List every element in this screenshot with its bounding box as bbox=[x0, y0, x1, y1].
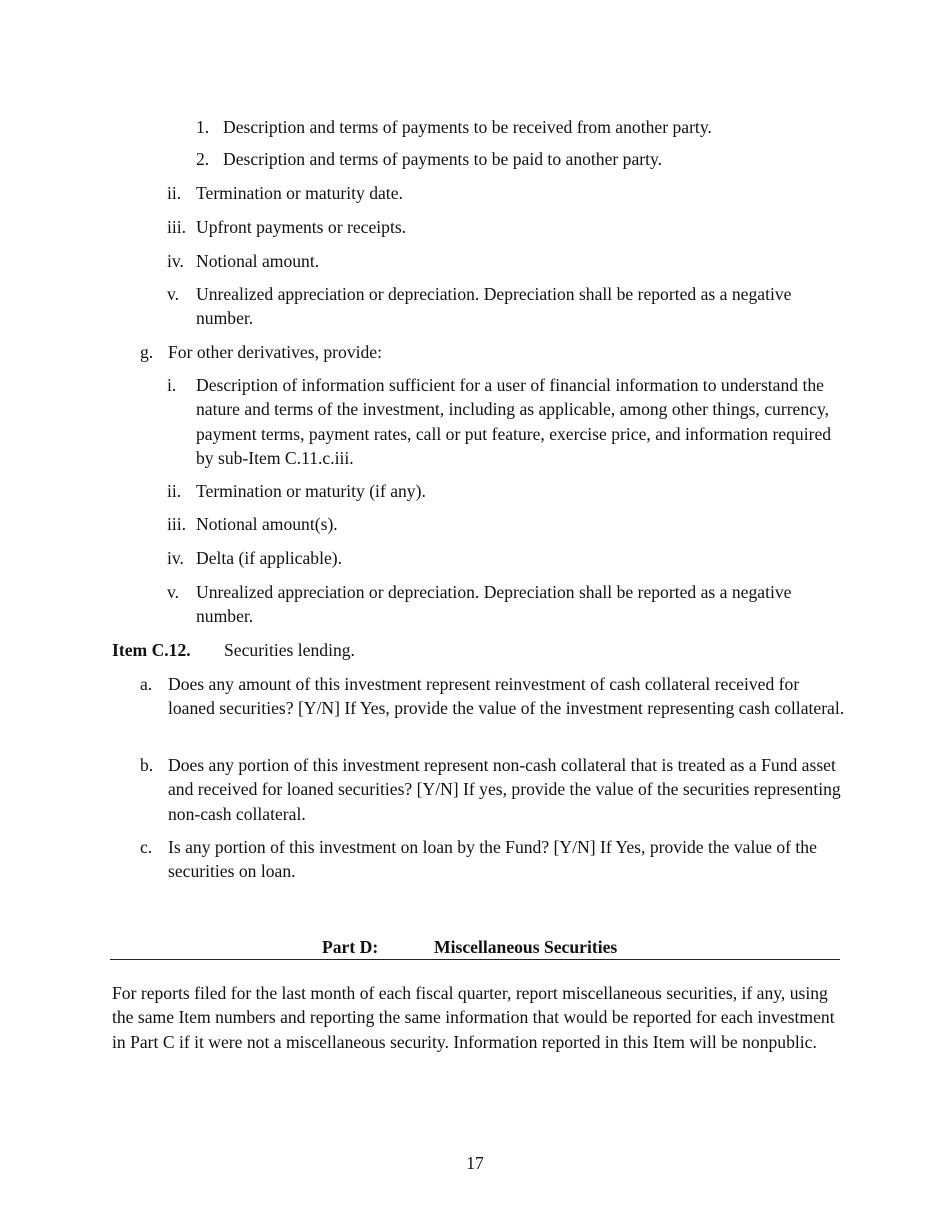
list-item-text: Notional amount. bbox=[196, 251, 320, 271]
list-item-text: Delta (if applicable). bbox=[196, 548, 343, 568]
item-heading bbox=[112, 638, 842, 662]
list-item bbox=[140, 835, 845, 884]
list-item-label: c. bbox=[140, 837, 153, 857]
part-label: Part D: bbox=[322, 937, 379, 957]
list-item-label: iv. bbox=[167, 548, 184, 568]
list-item-label: ii. bbox=[167, 481, 182, 501]
list-item-text: For other derivatives, provide: bbox=[168, 342, 383, 362]
list-item-text: Does any portion of this investment represent non-cash collateral that is treated as a Fund asset and received for loaned securities? [Y/N] If yes, provide the value of the securities representing non-cash collateral. bbox=[168, 755, 841, 824]
list-item bbox=[167, 479, 847, 503]
list-item-text: Termination or maturity date. bbox=[196, 183, 403, 203]
list-item bbox=[167, 546, 847, 570]
list-item-label: iii. bbox=[167, 217, 187, 237]
part-title: Miscellaneous Securities bbox=[434, 937, 618, 957]
list-item-label: g. bbox=[140, 342, 154, 362]
list-item bbox=[196, 147, 856, 171]
list-item-text: Description of information sufficient for a user of financial information to understand the nature and terms of the investment, including as applicable, among other things, currency, payment terms, payment rates, call or put feature, exercise price, and information required by sub-Item C.11.c.iii. bbox=[196, 375, 832, 469]
list-item bbox=[167, 373, 847, 471]
list-item bbox=[140, 753, 845, 826]
list-item bbox=[140, 672, 845, 721]
list-item-label: 1. bbox=[196, 117, 210, 137]
item-label: Item C.12. bbox=[112, 640, 191, 660]
list-item-label: 2. bbox=[196, 149, 210, 169]
list-item bbox=[167, 282, 847, 331]
list-item-label: v. bbox=[167, 284, 180, 304]
list-item-text: Unrealized appreciation or depreciation. Depreciation shall be reported as a negative number. bbox=[196, 284, 792, 329]
list-item bbox=[167, 580, 847, 629]
list-item-label: ii. bbox=[167, 183, 182, 203]
list-item-text: Termination or maturity (if any). bbox=[196, 481, 426, 501]
list-item bbox=[167, 215, 847, 239]
list-item-label: v. bbox=[167, 582, 180, 602]
list-item-text: Does any amount of this investment represent reinvestment of cash collateral received for loaned securities? [Y/N] If Yes, provide the value of the investment representing cash collateral. bbox=[168, 674, 845, 719]
part-paragraph: For reports filed for the last month of each fiscal quarter, report miscellaneous securities, if any, using the same Item numbers and reporting the same information that would be reported for each investment in Part C if it were not a miscellaneous security. Information reported in this Item will be nonpublic. bbox=[112, 983, 835, 1052]
list-item-label: b. bbox=[140, 755, 154, 775]
list-item-text: Is any portion of this investment on loan by the Fund? [Y/N] If Yes, provide the value of the securities on loan. bbox=[168, 837, 817, 882]
list-item bbox=[167, 512, 847, 536]
list-item-text: Description and terms of payments to be received from another party. bbox=[223, 117, 712, 137]
list-item-label: iii. bbox=[167, 514, 187, 534]
list-item-text: Description and terms of payments to be paid to another party. bbox=[223, 149, 663, 169]
list-item-label: a. bbox=[140, 674, 153, 694]
list-item-label: i. bbox=[167, 375, 177, 395]
list-item-text: Unrealized appreciation or depreciation. Depreciation shall be reported as a negative number. bbox=[196, 582, 792, 627]
list-item bbox=[167, 181, 847, 205]
list-item bbox=[167, 249, 847, 273]
section-g bbox=[140, 340, 845, 364]
list-item-text: Notional amount(s). bbox=[196, 514, 338, 534]
list-item-label: iv. bbox=[167, 251, 184, 271]
list-item-text: Upfront payments or receipts. bbox=[196, 217, 407, 237]
item-title: Securities lending. bbox=[224, 640, 355, 660]
list-item bbox=[196, 115, 856, 139]
page-number: 17 bbox=[466, 1153, 484, 1173]
part-heading bbox=[110, 935, 840, 960]
